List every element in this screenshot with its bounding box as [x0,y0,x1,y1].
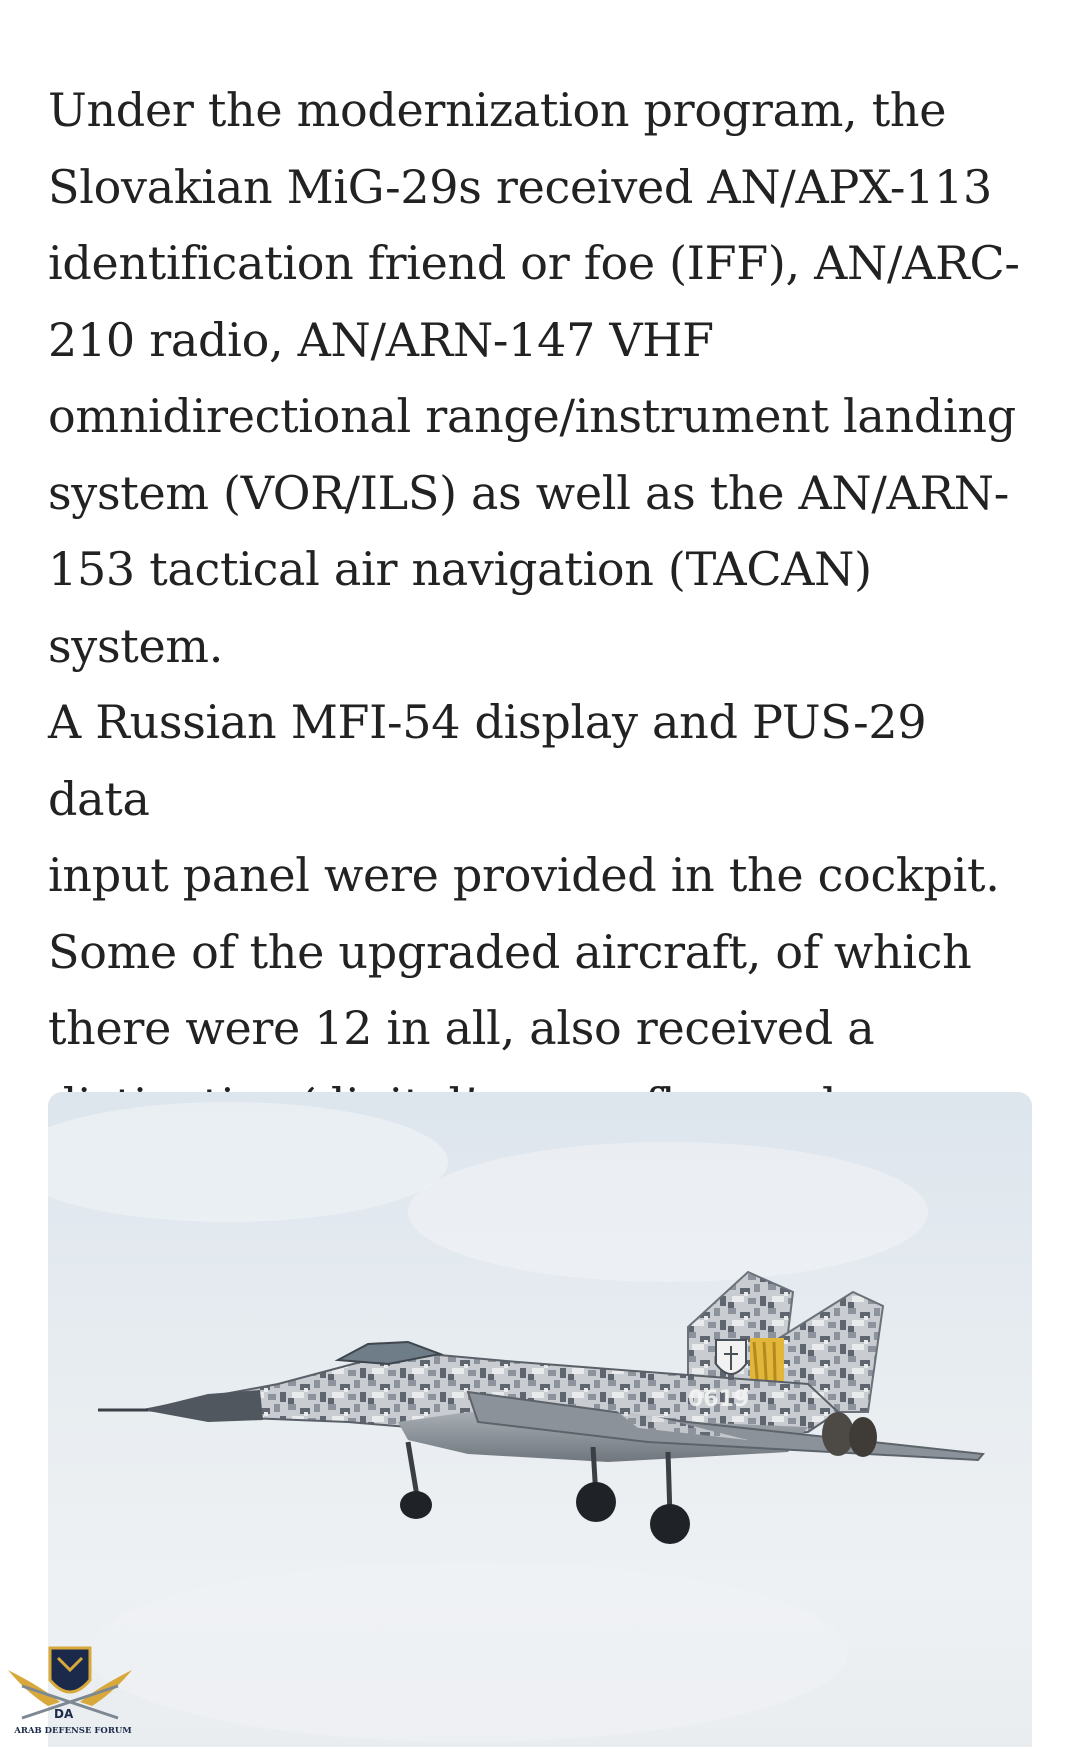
paragraph-line: A Russian MFI-54 display and PUS-29 data [48,695,927,826]
paragraph-line: identification friend or foe (IFF), AN/ARC- [48,236,1020,290]
aircraft-tail-number: 0619 [688,1387,750,1412]
watermark-name: ARAB DEFENSE FORUM [14,1726,132,1736]
paragraph-line: 153 tactical air navigation (TACAN) system. [48,542,872,673]
paragraph-line: Slovakian MiG-29s received AN/APX-113 [48,159,992,214]
paragraph-line: 210 radio, AN/ARN-147 VHF [48,312,714,367]
article-body [48,72,1038,1143]
arab-defense-forum-watermark [0,1640,140,1747]
watermark-abbr: DA [54,1707,74,1721]
paragraph-line: omnidirectional range/instrument landing [48,389,1016,443]
article-image-mig29[interactable] [48,1092,1032,1747]
paragraph-line: Some of the upgraded aircraft, of which [48,924,972,979]
mig29-illustration [48,1092,1032,1747]
paragraph-line: Under the modernization program, the [48,83,947,137]
paragraph-line: there were 12 in all, also received a [48,1001,875,1055]
paragraph-line: system (VOR/ILS) as well as the AN/ARN- [48,465,1009,520]
paragraph-line: input panel were provided in the cockpit. [48,848,1000,902]
article-paragraph [48,72,1038,1143]
